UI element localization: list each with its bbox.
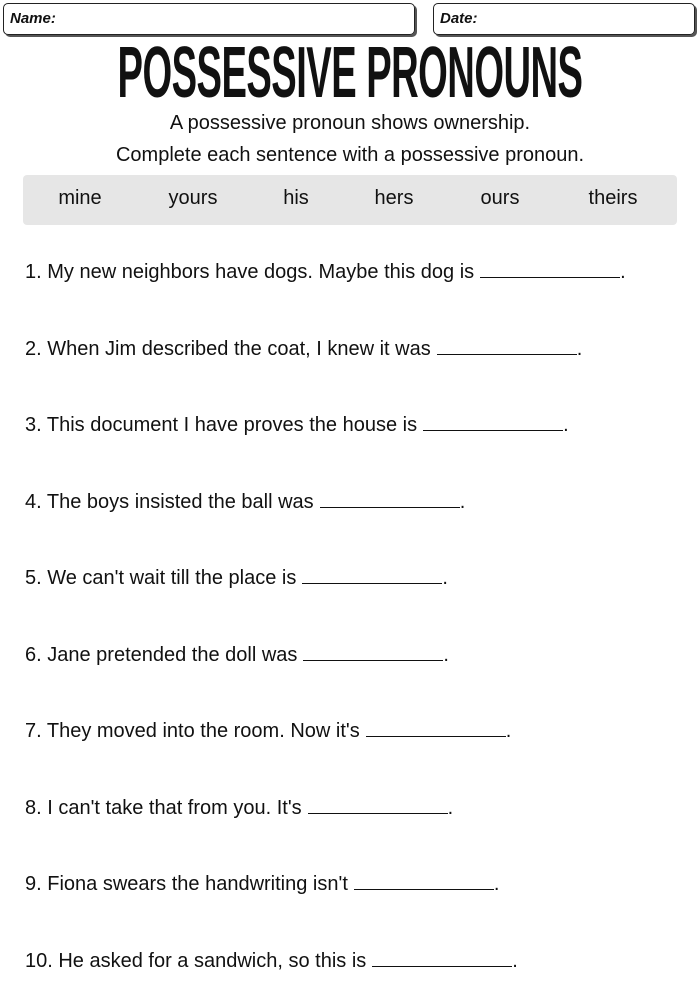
answer-blank[interactable]: [366, 718, 506, 737]
answer-blank[interactable]: [302, 565, 442, 584]
answer-blank[interactable]: [320, 489, 460, 508]
name-field[interactable]: [3, 3, 415, 35]
question-item: [25, 871, 499, 896]
question-text: 6. Jane pretended the doll was: [25, 643, 298, 666]
question-item: [25, 795, 453, 820]
question-item: [25, 412, 569, 437]
question-end: .: [459, 490, 466, 513]
question-item: [25, 948, 518, 973]
question-text: 7. They moved into the room. Now it's: [25, 720, 360, 742]
answer-blank[interactable]: [437, 336, 577, 355]
question-item: [25, 565, 448, 590]
question-text: 5. We can't wait till the place is: [25, 567, 297, 589]
word-bank-item: yours: [168, 187, 218, 209]
question-text: 10. He asked for a sandwich, so this is: [25, 949, 367, 972]
answer-blank[interactable]: [354, 871, 494, 890]
title-area: [0, 33, 700, 113]
question-text: 8. I can't take that from you. It's: [25, 796, 302, 819]
question-item: [25, 718, 511, 743]
word-bank: [23, 175, 677, 225]
answer-blank[interactable]: [423, 412, 563, 431]
word-bank-item: hers: [374, 187, 414, 209]
question-end: .: [512, 949, 518, 972]
word-bank-item: his: [283, 187, 309, 209]
question-item: [25, 642, 449, 667]
intro-line-2: Complete each sentence with a possessive pronoun.: [115, 144, 585, 166]
question-end: .: [576, 337, 583, 360]
word-bank-item: ours: [480, 187, 520, 209]
word-bank-item: theirs: [588, 187, 638, 209]
question-item: [25, 336, 582, 361]
question-item: [25, 489, 465, 514]
question-text: 1. My new neighbors have dogs. Maybe this dog is: [25, 261, 475, 283]
intro-line-1: A possessive pronoun shows ownership.: [169, 112, 531, 134]
question-end: .: [505, 720, 512, 742]
answer-blank[interactable]: [308, 795, 448, 814]
question-text: 4. The boys insisted the ball was: [25, 490, 314, 513]
question-text: 3. This document I have proves the house is: [25, 414, 418, 436]
answer-blank[interactable]: [480, 259, 620, 278]
date-label: Date:: [440, 10, 478, 27]
question-text: 9. Fiona swears the handwriting isn't: [25, 873, 348, 895]
page-title: POSSESSIVE PRONOUNS: [117, 33, 583, 113]
date-field[interactable]: [433, 3, 695, 35]
question-end: .: [493, 873, 500, 895]
question-text: 2. When Jim described the coat, I knew it was: [25, 337, 431, 360]
question-end: .: [443, 643, 449, 666]
question-end: .: [620, 261, 626, 283]
question-item: [25, 259, 626, 284]
answer-blank[interactable]: [372, 948, 512, 967]
question-end: .: [563, 414, 569, 436]
answer-blank[interactable]: [303, 642, 443, 661]
question-end: .: [442, 567, 448, 589]
name-label: Name:: [10, 10, 56, 27]
word-bank-item: mine: [58, 187, 102, 209]
question-end: .: [447, 796, 454, 819]
